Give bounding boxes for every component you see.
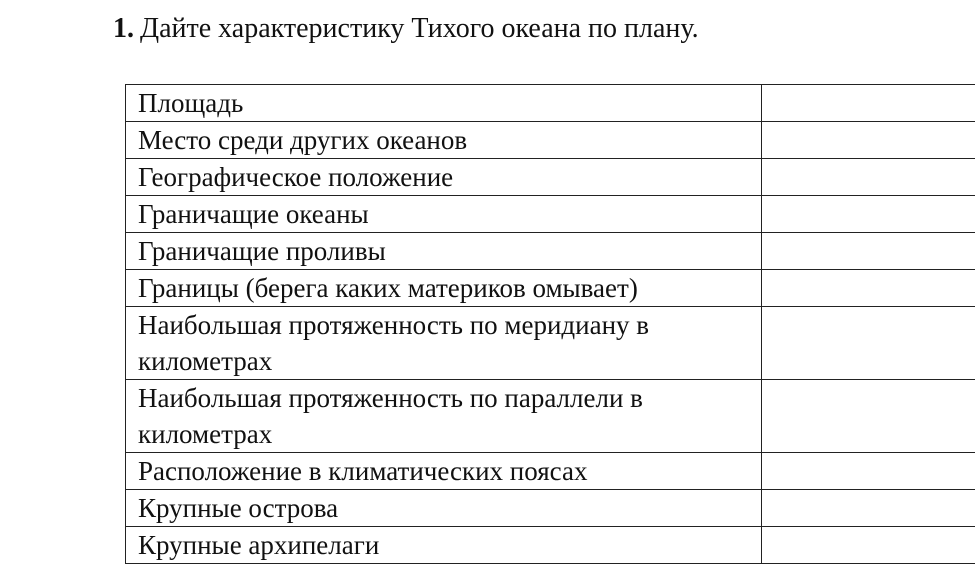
row-label: Граничащие проливы [126, 233, 762, 270]
answer-cell[interactable] [762, 159, 975, 196]
task-heading [113, 12, 699, 46]
table-row [126, 270, 975, 307]
table-row [126, 159, 975, 196]
table-row [126, 233, 975, 270]
row-label: Наибольшая протяженность по параллели в километрах [126, 380, 762, 453]
task-number: 1. [113, 13, 134, 44]
table-row [126, 307, 975, 380]
table-row [126, 85, 975, 122]
task-text: Дайте характеристику Тихого океана по плану. [140, 13, 699, 44]
answer-cell[interactable] [762, 490, 975, 527]
row-label: Граничащие океаны [126, 196, 762, 233]
row-label: Расположение в климатических поясах [126, 453, 762, 490]
answer-cell[interactable] [762, 307, 975, 380]
table-row [126, 196, 975, 233]
answer-cell[interactable] [762, 270, 975, 307]
table-row [126, 453, 975, 490]
row-label: Географическое положение [126, 159, 762, 196]
table-row [126, 380, 975, 453]
answer-cell[interactable] [762, 85, 975, 122]
row-label: Площадь [126, 85, 762, 122]
row-label: Крупные острова [126, 490, 762, 527]
table-row [126, 527, 975, 564]
row-label: Наибольшая протяженность по меридиану в километрах [126, 307, 762, 380]
table-row [126, 122, 975, 159]
table-row [126, 490, 975, 527]
row-label: Крупные архипелаги [126, 527, 762, 564]
answer-cell[interactable] [762, 380, 975, 453]
answer-cell[interactable] [762, 233, 975, 270]
row-label: Место среди других океанов [126, 122, 762, 159]
plan-table [125, 84, 975, 564]
answer-cell[interactable] [762, 527, 975, 564]
answer-cell[interactable] [762, 196, 975, 233]
answer-cell[interactable] [762, 453, 975, 490]
answer-cell[interactable] [762, 122, 975, 159]
row-label: Границы (берега каких материков омывает) [126, 270, 762, 307]
